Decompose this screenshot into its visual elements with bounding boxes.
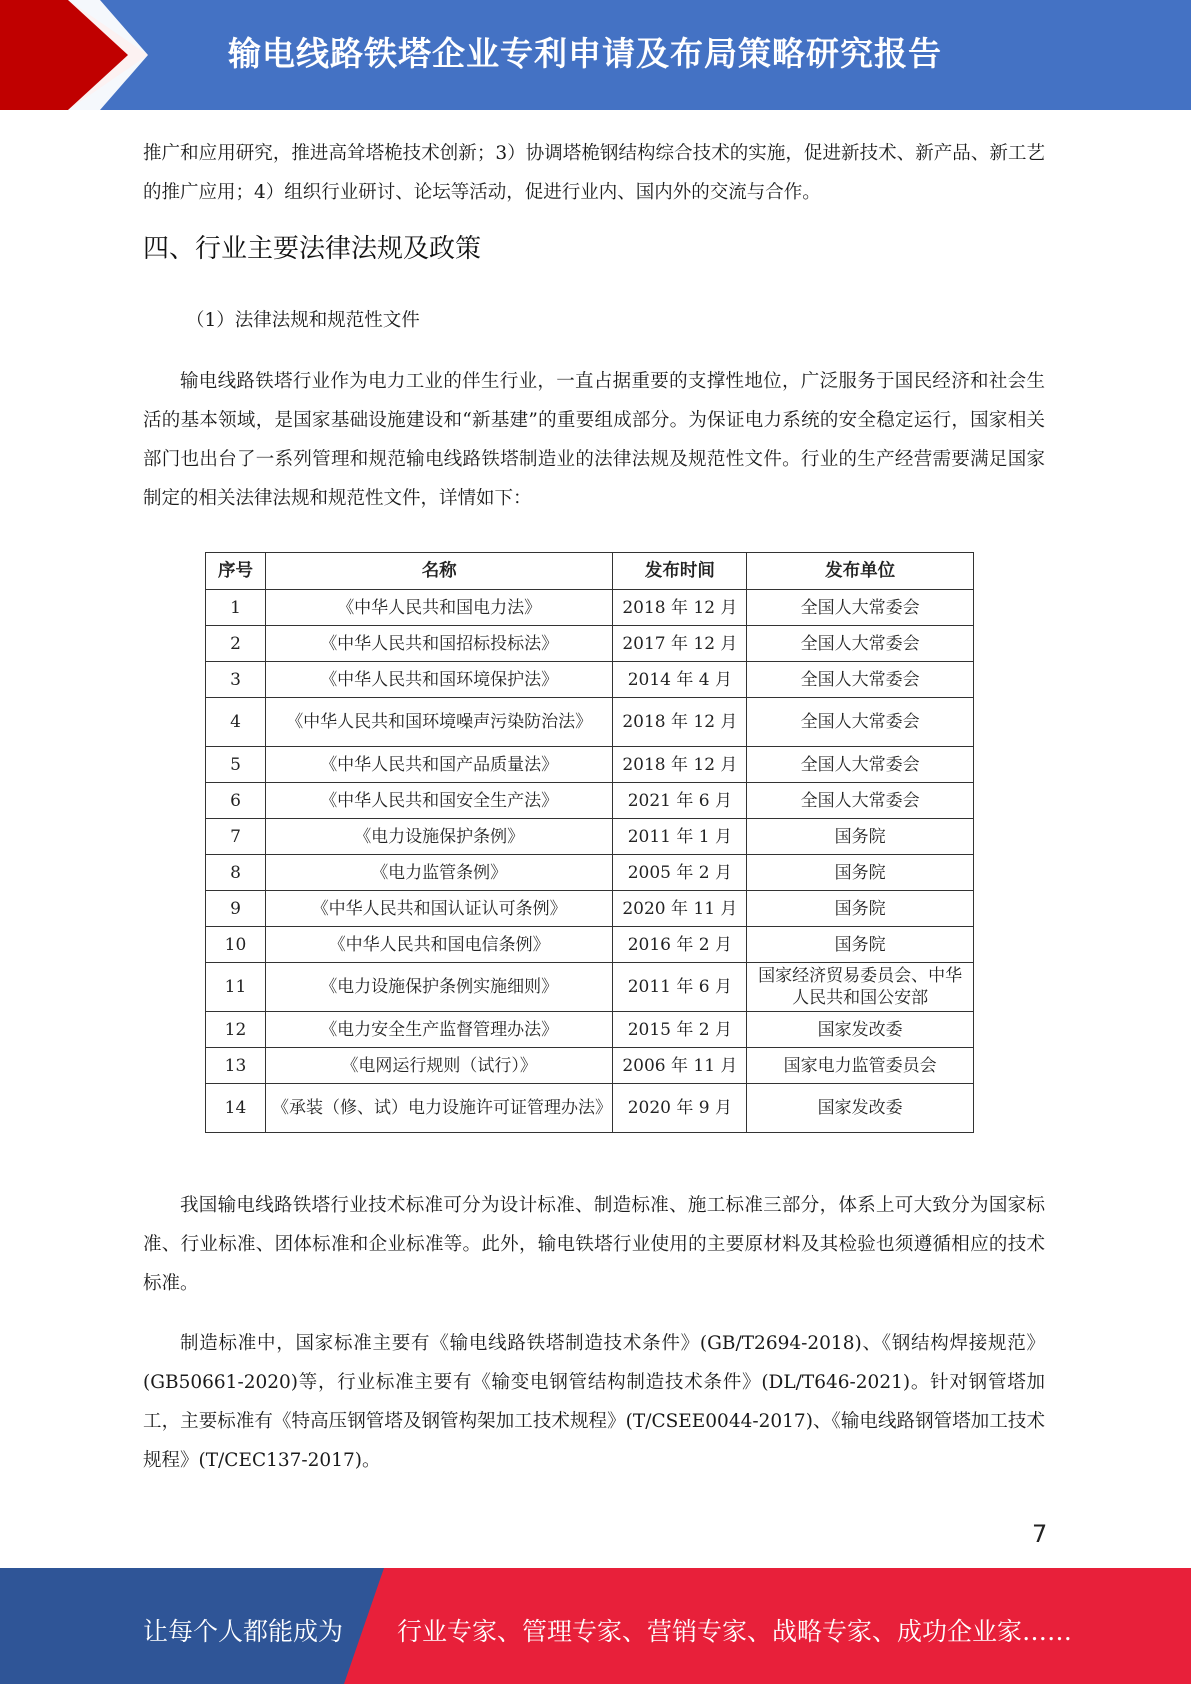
- paragraph-block-2: [143, 1186, 1045, 1303]
- footer-slogan-left: 让每个人都能成为: [143, 1617, 344, 1646]
- issuing-body-cell: 国家发改委: [747, 1084, 974, 1133]
- issuing-body-cell: 全国人大常委会: [747, 590, 974, 626]
- issuing-body-cell: 国家经济贸易委员会、中华人民共和国公安部: [747, 963, 974, 1012]
- regulation-name-cell: 《中华人民共和国产品质量法》: [265, 747, 612, 783]
- table-header-row: [206, 553, 974, 590]
- row-number-cell: 6: [206, 783, 266, 819]
- issuing-body-cell: 国务院: [747, 855, 974, 891]
- row-number-cell: 7: [206, 819, 266, 855]
- issuing-body-cell: 全国人大常委会: [747, 698, 974, 747]
- row-number-cell: 12: [206, 1012, 266, 1048]
- intro-block: [143, 134, 1045, 212]
- release-date-cell: 2020 年 9 月: [613, 1084, 747, 1133]
- page-header: [0, 0, 1191, 110]
- body-paragraph-1: 输电线路铁塔行业作为电力工业的伴生行业，一直占据重要的支撑性地位，广泛服务于国民经济和社会生活的基本领域，是国家基础设施建设和“新基建”的重要组成部分。为保证电力系统的安全稳定运行，国家相关部门也出台了一系列管理和规范输电线路铁塔制造业的法律法规及规范性文件。行业的生产经营需要满足国家制定的相关法律法规和规范性文件，详情如下：: [143, 371, 1045, 509]
- page-footer: [0, 1568, 1191, 1684]
- table-row: [206, 626, 974, 662]
- row-number-cell: 8: [206, 855, 266, 891]
- release-date-cell: 2015 年 2 月: [613, 1012, 747, 1048]
- report-title: 输电线路铁塔企业专利申请及布局策略研究报告: [228, 34, 942, 73]
- table-row: [206, 1048, 974, 1084]
- release-date-cell: 2006 年 11 月: [613, 1048, 747, 1084]
- row-number-cell: 5: [206, 747, 266, 783]
- regulation-name-cell: 《电力设施保护条例》: [265, 819, 612, 855]
- table-row: [206, 747, 974, 783]
- issuing-body-cell: 国务院: [747, 927, 974, 963]
- table-row: [206, 783, 974, 819]
- row-number-cell: 2: [206, 626, 266, 662]
- release-date-cell: 2016 年 2 月: [613, 927, 747, 963]
- issuing-body-cell: 全国人大常委会: [747, 662, 974, 698]
- header-cell: 序号: [206, 553, 266, 590]
- regulation-name-cell: 《中华人民共和国环境保护法》: [265, 662, 612, 698]
- page-number: 7: [1032, 1520, 1048, 1548]
- row-number-cell: 11: [206, 963, 266, 1012]
- release-date-cell: 2011 年 1 月: [613, 819, 747, 855]
- release-date-cell: 2014 年 4 月: [613, 662, 747, 698]
- release-date-cell: 2018 年 12 月: [613, 698, 747, 747]
- table-row: [206, 963, 974, 1012]
- footer-slogan-right: 行业专家、管理专家、营销专家、战略专家、成功企业家……: [397, 1617, 1073, 1646]
- section-heading: 四、行业主要法律法规及政策: [143, 234, 482, 264]
- issuing-body-cell: 全国人大常委会: [747, 626, 974, 662]
- regulation-name-cell: 《中华人民共和国认证认可条例》: [265, 891, 612, 927]
- issuing-body-cell: 国家电力监管委员会: [747, 1048, 974, 1084]
- regulation-name-cell: 《中华人民共和国环境噪声污染防治法》: [265, 698, 612, 747]
- issuing-body-cell: 国务院: [747, 819, 974, 855]
- table-row: [206, 819, 974, 855]
- release-date-cell: 2020 年 11 月: [613, 891, 747, 927]
- table-row: [206, 891, 974, 927]
- issuing-body-cell: 国务院: [747, 891, 974, 927]
- regulation-name-cell: 《电网运行规则（试行）》: [265, 1048, 612, 1084]
- issuing-body-cell: 全国人大常委会: [747, 783, 974, 819]
- row-number-cell: 4: [206, 698, 266, 747]
- regulation-name-cell: 《承装（修、试）电力设施许可证管理办法》: [265, 1084, 612, 1133]
- header-cell: 发布单位: [747, 553, 974, 590]
- row-number-cell: 13: [206, 1048, 266, 1084]
- regulation-name-cell: 《电力安全生产监督管理办法》: [265, 1012, 612, 1048]
- table-row: [206, 1084, 974, 1133]
- regulation-name-cell: 《中华人民共和国电信条例》: [265, 927, 612, 963]
- table-row: [206, 590, 974, 626]
- regulation-name-cell: 《中华人民共和国招标投标法》: [265, 626, 612, 662]
- body-paragraph-3: 制造标准中，国家标准主要有《输电线路铁塔制造技术条件》(GB/T2694-2018)、《钢结构焊接规范》(GB50661-2020)等，行业标准主要有《输变电钢管结构制造技术条件》(DL/T646-2021)。针对钢管塔加工，主要标准有《特高压钢管塔及钢管构架加工技术规程》(T/CSEE0044-2017)、《输电线路钢管塔加工技术规程》(T/CEC137-2017)。: [143, 1333, 1045, 1471]
- release-date-cell: 2018 年 12 月: [613, 747, 747, 783]
- regulation-name-cell: 《电力设施保护条例实施细则》: [265, 963, 612, 1012]
- regulation-name-cell: 《中华人民共和国电力法》: [265, 590, 612, 626]
- regulation-name-cell: 《中华人民共和国安全生产法》: [265, 783, 612, 819]
- table-row: [206, 927, 974, 963]
- row-number-cell: 14: [206, 1084, 266, 1133]
- paragraph-block-3: [143, 1324, 1045, 1480]
- issuing-body-cell: 国家发改委: [747, 1012, 974, 1048]
- table-row: [206, 1012, 974, 1048]
- table-row: [206, 855, 974, 891]
- release-date-cell: 2011 年 6 月: [613, 963, 747, 1012]
- regulations-table: [205, 552, 974, 1133]
- paragraph-block-1: [143, 362, 1045, 518]
- body-paragraph-2: 我国输电线路铁塔行业技术标准可分为设计标准、制造标准、施工标准三部分，体系上可大致分为国家标准、行业标准、团体标准和企业标准等。此外，输电铁塔行业使用的主要原材料及其检验也须遵循相应的技术标准。: [143, 1195, 1045, 1294]
- release-date-cell: 2021 年 6 月: [613, 783, 747, 819]
- header-cell: 名称: [265, 553, 612, 590]
- release-date-cell: 2017 年 12 月: [613, 626, 747, 662]
- table-row: [206, 662, 974, 698]
- row-number-cell: 1: [206, 590, 266, 626]
- row-number-cell: 9: [206, 891, 266, 927]
- header-cell: 发布时间: [613, 553, 747, 590]
- intro-paragraph: 推广和应用研究，推进高耸塔桅技术创新；3）协调塔桅钢结构综合技术的实施，促进新技术、新产品、新工艺的推广应用；4）组织行业研讨、论坛等活动，促进行业内、国内外的交流与合作。: [143, 143, 1045, 203]
- table-body: [206, 590, 974, 1133]
- release-date-cell: 2018 年 12 月: [613, 590, 747, 626]
- regulation-name-cell: 《电力监管条例》: [265, 855, 612, 891]
- issuing-body-cell: 全国人大常委会: [747, 747, 974, 783]
- row-number-cell: 10: [206, 927, 266, 963]
- row-number-cell: 3: [206, 662, 266, 698]
- subsection-heading: （1）法律法规和规范性文件: [186, 310, 420, 331]
- table-row: [206, 698, 974, 747]
- release-date-cell: 2005 年 2 月: [613, 855, 747, 891]
